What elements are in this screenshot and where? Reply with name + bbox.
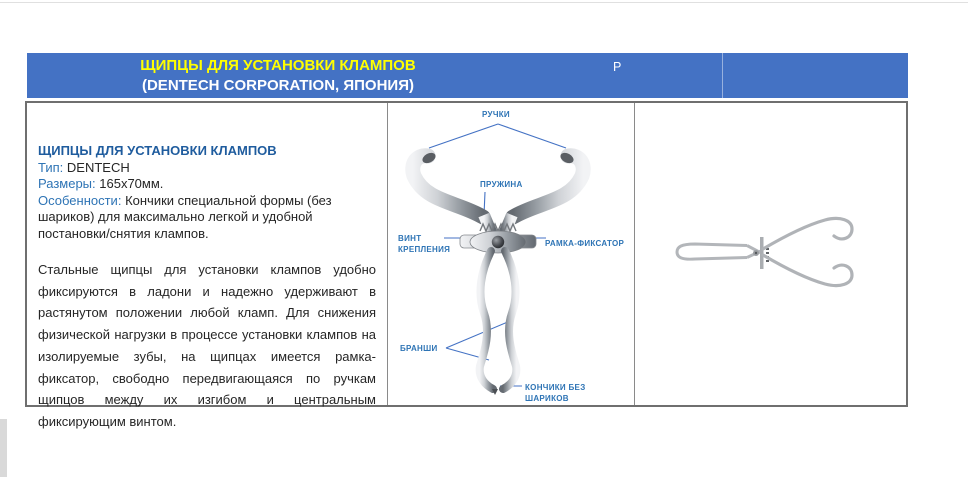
product-description: Стальные щипцы для установки клампов удобно фиксируются в ладони и надежно удерживают в растянутом положении любой кламп. Для снижения физической нагрузки в процессе установки клампов на изолируемые зубы, на щипцах имеется рамка-фиксатор, свободно передвигающаяся по ручкам щипцов между их изгибом и центральным фиксирующим винтом. <box>38 262 376 429</box>
label-spring: ПРУЖИНА <box>480 180 523 189</box>
jaw-right <box>503 251 516 389</box>
label-frame-fixator: РАМКА-ФИКСАТОР <box>545 239 625 248</box>
spec-features-value: Кончики специальной формы (без шариков) для максимально легкой и удобной постановки/снятия клампов. <box>38 192 332 241</box>
spec-features <box>38 193 376 243</box>
photo-screw-center <box>755 252 757 254</box>
photo-cell <box>634 103 906 405</box>
label-fixing-screw: ВИНТ КРЕПЛЕНИЯ <box>398 234 451 254</box>
label-tips-no-balls: КОНЧИКИ БЕЗ ШАРИКОВ <box>525 383 586 403</box>
description-cell <box>27 103 387 429</box>
next-section-edge <box>0 419 7 477</box>
photo-frame-fixator <box>760 237 764 269</box>
spec-size <box>38 176 376 193</box>
photo-loop-handle <box>677 244 747 259</box>
label-jaws: БРАНШИ <box>400 344 438 353</box>
section-title-line1: ЩИПЦЫ ДЛЯ УСТАНОВКИ КЛАМПОВ <box>140 57 416 74</box>
spec-type <box>38 160 376 177</box>
section-header-bar <box>27 53 908 98</box>
photo-jaw-upper <box>763 218 852 249</box>
product-table <box>25 101 908 429</box>
label-handles: РУЧКИ <box>482 110 510 119</box>
price-column-header: Р <box>613 60 622 74</box>
fixing-screw <box>492 236 504 248</box>
spec-size-value: 165х70мм. <box>99 176 164 191</box>
jaw-left <box>480 251 493 389</box>
spec-type-value: DENTECH <box>66 159 130 175</box>
spec-size-label: Размеры: <box>38 176 96 191</box>
spec-features-label: Особенности: <box>38 192 122 208</box>
section-title <box>27 56 529 95</box>
page-top-rule <box>0 2 968 3</box>
forceps-photo <box>635 103 906 405</box>
diagram-cell <box>387 103 634 405</box>
spec-type-label: Тип: <box>38 159 64 175</box>
product-title: ЩИПЦЫ ДЛЯ УСТАНОВКИ КЛАМПОВ <box>38 143 277 158</box>
handle-left <box>413 156 483 217</box>
section-title-line2: (DENTECH CORPORATION, ЯПОНИЯ) <box>141 76 414 94</box>
photo-jaw-lower <box>763 255 852 286</box>
header-cell-divider <box>722 53 723 98</box>
